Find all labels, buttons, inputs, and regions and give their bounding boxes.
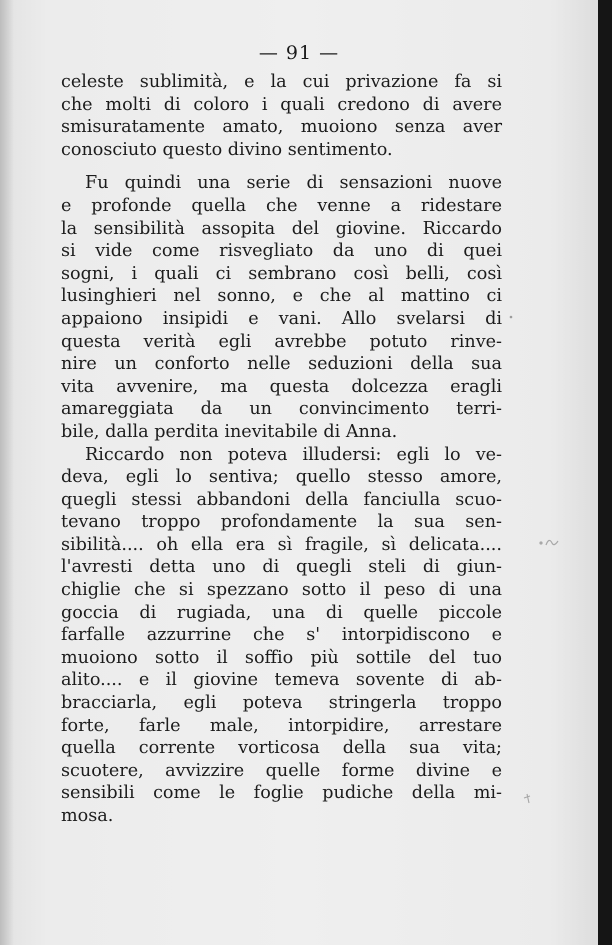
text-line: bracciarla, egli poteva stringerla troppo [61, 693, 502, 714]
text-line: sogni, i quali ci sembrano così belli, così [61, 263, 502, 284]
text-line: Fu quindi una serie di sensazioni nuove [85, 173, 502, 194]
text-line: e profonde quella che venne a ridestare [61, 195, 502, 216]
text-line: tevano troppo profondamente la sua sen- [61, 512, 502, 533]
text-line: alito.... e il giovine temeva sovente di ab- [61, 670, 502, 691]
text-line: sibilità.... oh ella era sì fragile, sì delicata.... [61, 534, 502, 555]
body-text [61, 71, 502, 828]
text-line: mosa. [61, 806, 114, 826]
page-number: — 91 — [258, 42, 340, 64]
paragraph [61, 172, 502, 443]
text-line: scuotere, avvizzire quelle forme divine e [61, 760, 502, 781]
text-line: deva, egli lo sentiva; quello stesso amore, [61, 467, 502, 488]
text-line: bile, dalla perdita inevitabile di Anna. [61, 421, 398, 442]
text-line: conosciuto questo divino sentimento. [61, 139, 393, 160]
text-line: farfalle azzurrine che s' intorpidiscono e [61, 625, 502, 646]
paragraph-gap [61, 161, 502, 172]
margin-smudge-mark [538, 535, 560, 549]
text-line: chiglie che si spezzano sotto il peso di una [61, 580, 502, 601]
text-line: muoiono sotto il soffio più sottile del tuo [61, 647, 502, 668]
text-line: quella corrente vorticosa della sua vita; [61, 738, 502, 759]
text-line: questa verità egli avrebbe potuto rinve- [61, 331, 502, 352]
margin-dot-mark [508, 314, 514, 320]
text-line: la sensibilità assopita del giovine. Riccardo [61, 218, 502, 239]
text-line: Riccardo non poteva illudersi: egli lo ve- [85, 444, 502, 465]
text-line: celeste sublimità, e la cui privazione fa si [61, 72, 502, 92]
text-line: sensibili come le foglie pudiche della mi- [61, 783, 502, 804]
text-line: smisuratamente amato, muoiono senza aver [61, 117, 502, 138]
text-line: quegli stessi abbandoni della fanciulla scuo- [61, 489, 502, 510]
text-line: appaiono insipidi e vani. Allo svelarsi di [61, 308, 502, 329]
text-line: che molti di coloro i quali credono di avere [61, 94, 502, 115]
margin-tick-mark [522, 790, 536, 806]
text-line: l'avresti detta uno di quegli steli di giun- [61, 557, 502, 578]
text-line: si vide come risvegliato da uno di quei [61, 241, 502, 262]
text-line: lusinghieri nel sonno, e che al mattino ci [61, 286, 502, 307]
text-line: forte, farle male, intorpidire, arrestare [61, 715, 502, 736]
text-line: vita avvenire, ma questa dolcezza eragli [61, 376, 502, 397]
dark-page-edge [598, 0, 612, 945]
text-line: amareggiata da un convincimento terri- [61, 399, 502, 420]
text-line: nire un conforto nelle seduzioni della sua [61, 354, 502, 375]
paragraph [61, 444, 502, 828]
text-line: goccia di rugiada, una di quelle piccole [61, 602, 502, 623]
paragraph [61, 71, 502, 161]
spine-shadow [0, 0, 14, 945]
